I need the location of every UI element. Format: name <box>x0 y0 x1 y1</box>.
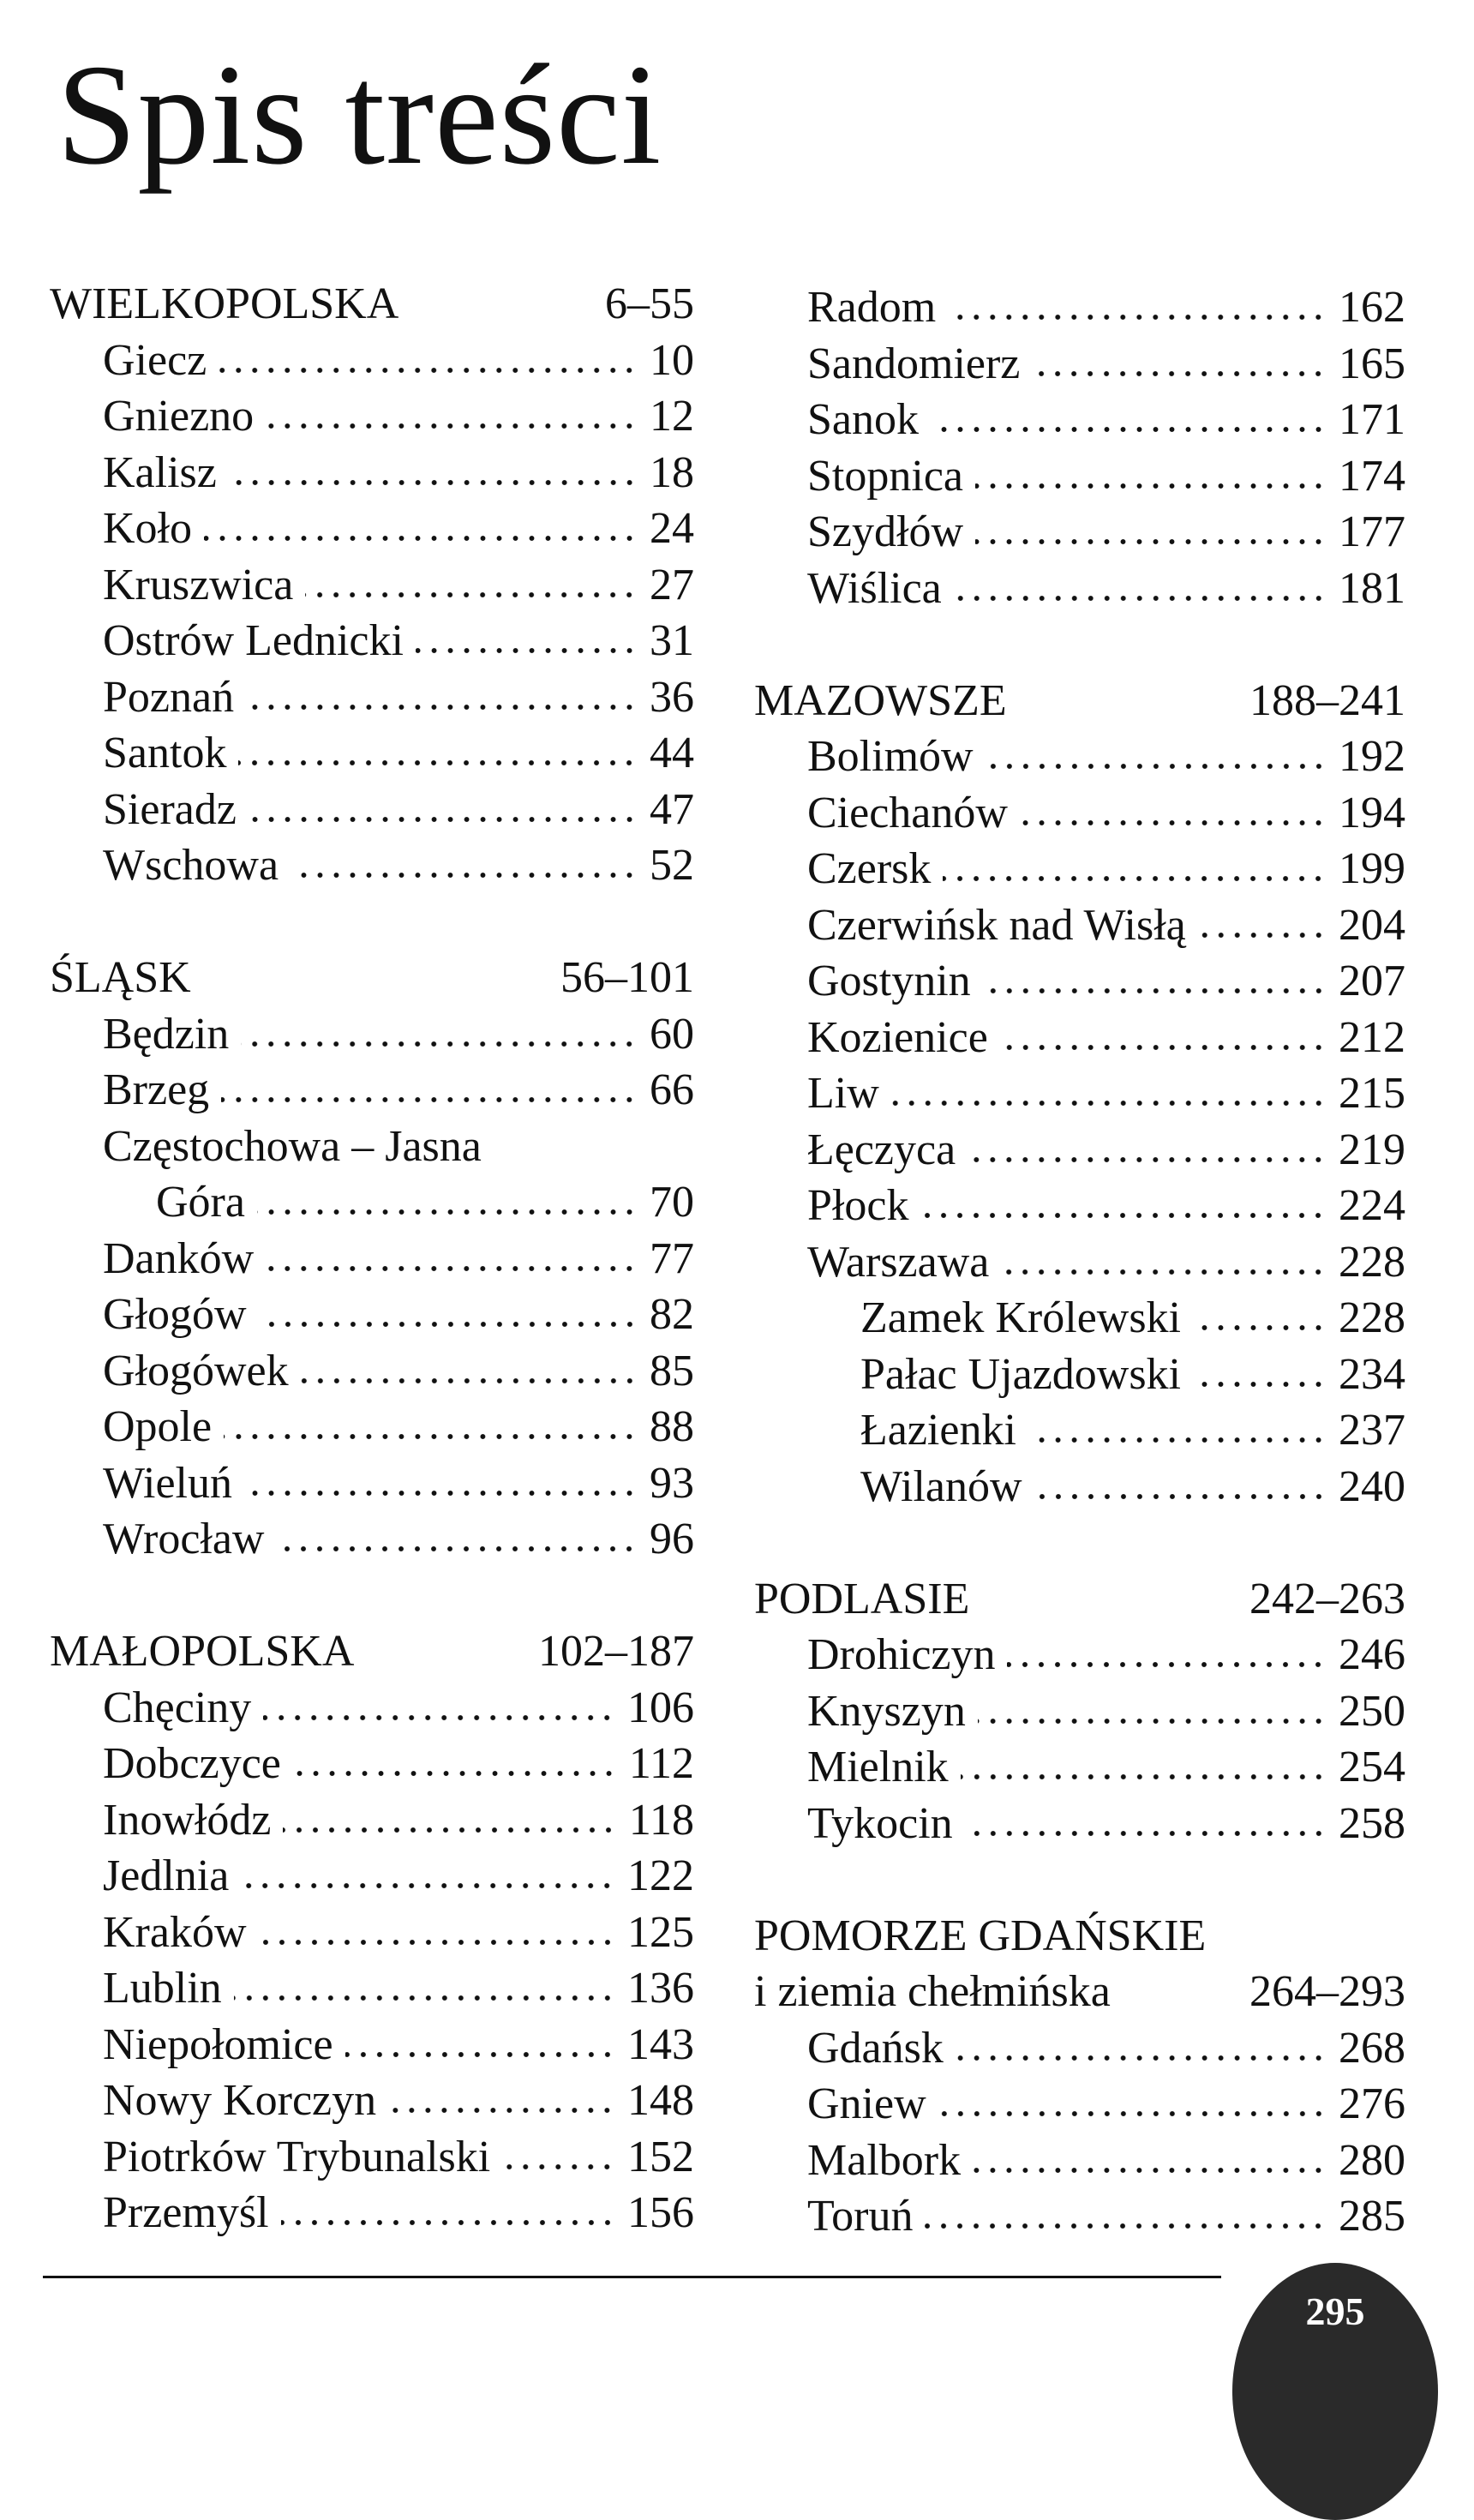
dot-leader <box>968 1155 1327 1164</box>
toc-entry <box>50 2185 694 2241</box>
toc-section <box>754 673 1405 729</box>
entry-title: Czersk <box>807 844 932 893</box>
entry-title: Kozienice <box>807 1012 988 1062</box>
entry-title: Sandomierz <box>807 339 1021 388</box>
dot-leader <box>1034 1492 1327 1501</box>
entry-title: Zamek Królewski <box>860 1293 1182 1342</box>
dot-leader <box>954 594 1327 603</box>
entry-title: Wrocław <box>103 1515 265 1563</box>
entry-title: Dobczyce <box>103 1739 281 1788</box>
dot-leader <box>219 366 638 375</box>
dot-leader <box>221 1095 638 1104</box>
toc-entry <box>50 1119 694 1175</box>
page-ref: 234 <box>1339 1349 1405 1399</box>
page-ref: 194 <box>1339 788 1405 837</box>
dot-leader <box>345 2050 615 2059</box>
toc-entry <box>50 1455 694 1512</box>
section-title: MAZOWSZE <box>754 675 1007 725</box>
page-ref: 36 <box>650 672 694 722</box>
page-ref: 122 <box>627 1851 694 1900</box>
dot-leader <box>943 874 1327 883</box>
entry-title: Szydłów <box>807 507 963 556</box>
page-ref: 24 <box>650 504 694 553</box>
toc-entry <box>50 2017 694 2073</box>
toc-entry <box>754 1402 1405 1459</box>
toc-spacer <box>754 1515 1405 1571</box>
dot-leader <box>965 1829 1327 1838</box>
page-ref: 10 <box>650 335 694 385</box>
toc-section <box>754 1571 1405 1628</box>
dot-leader <box>1032 369 1327 378</box>
page-ref: 174 <box>1339 451 1405 501</box>
page-ref: 219 <box>1339 1125 1405 1174</box>
page-ref: 199 <box>1339 844 1405 893</box>
page-ref: 152 <box>627 2132 694 2181</box>
page-ref: 143 <box>627 2019 694 2069</box>
page-ref: 250 <box>1339 1686 1405 1736</box>
dot-leader <box>301 1377 638 1385</box>
entry-title: Jedlnia <box>103 1851 230 1900</box>
toc-section <box>50 950 694 1006</box>
page-ref: 188–241 <box>1249 675 1405 725</box>
page-ref: 276 <box>1339 2079 1405 2128</box>
toc-entry <box>50 445 694 501</box>
dot-leader <box>973 2166 1327 2175</box>
toc-entry <box>754 785 1405 842</box>
toc-entry <box>754 1796 1405 1852</box>
dot-leader <box>1001 1268 1327 1276</box>
page-ref: 280 <box>1339 2135 1405 2185</box>
toc-entry <box>50 1231 694 1287</box>
toc-entry <box>50 333 694 389</box>
dot-leader <box>948 313 1327 321</box>
toc-entry <box>50 557 694 614</box>
dot-leader <box>234 1994 615 2002</box>
entry-title: Santok <box>103 729 227 777</box>
entry-title: Pałac Ujazdowski <box>860 1349 1182 1399</box>
page-ref: 102–187 <box>538 1627 694 1676</box>
page-ref: 240 <box>1339 1461 1405 1511</box>
dot-leader <box>283 1826 617 1834</box>
page-ref: 112 <box>628 1739 694 1788</box>
entry-title: Wiślica <box>807 563 942 613</box>
toc-entry <box>754 1178 1405 1234</box>
page-ref: 268 <box>1339 2023 1405 2073</box>
toc-entry <box>50 2073 694 2129</box>
toc-entry <box>754 2076 1405 2133</box>
entry-title: Inowłódz <box>103 1795 272 1845</box>
page-ref: 52 <box>650 841 694 890</box>
entry-title: Płock <box>807 1181 909 1230</box>
toc-entry <box>754 561 1405 617</box>
toc-entry <box>754 1347 1405 1403</box>
page-ref: 56–101 <box>560 953 694 1002</box>
toc-entry <box>754 729 1405 785</box>
entry-title: Kalisz <box>103 447 217 497</box>
dot-leader <box>981 1605 1237 1613</box>
dot-leader <box>291 871 638 879</box>
toc-section <box>754 1908 1405 1965</box>
dot-leader <box>986 762 1327 771</box>
toc-spacer <box>754 1851 1405 1908</box>
entry-title: Częstochowa – Jasna <box>103 1121 482 1171</box>
page-ref: 237 <box>1339 1406 1405 1455</box>
toc-entry <box>754 1290 1405 1347</box>
section-title: ŚLĄSK <box>50 953 191 1002</box>
page-number: 295 <box>1305 2289 1365 2333</box>
page-ref: 181 <box>1339 563 1405 613</box>
entry-title: Liw <box>807 1069 879 1118</box>
toc-entry <box>754 2188 1405 2245</box>
toc-entry <box>754 1739 1405 1796</box>
entry-title: Koło <box>103 504 192 553</box>
page-ref: 70 <box>650 1178 694 1227</box>
toc-entry <box>50 1792 694 1849</box>
entry-title: Stopnica <box>807 451 963 501</box>
entry-title: Będzin <box>103 1009 230 1059</box>
entry-title: Opole <box>103 1402 213 1451</box>
dot-leader <box>1198 931 1327 939</box>
section-title: POMORZE GDAŃSKIE <box>754 1911 1207 1960</box>
dot-leader <box>1123 1997 1237 2006</box>
entry-title: Wilanów <box>860 1461 1022 1511</box>
toc-entry <box>754 448 1405 505</box>
section-title: MAŁOPOLSKA <box>50 1627 355 1676</box>
dot-leader <box>961 1773 1327 1781</box>
footer-rule <box>43 2276 1221 2278</box>
page-number-badge <box>1232 2263 1438 2520</box>
toc-entry <box>754 1627 1405 1683</box>
page-ref: 96 <box>650 1515 694 1563</box>
dot-leader <box>266 1264 638 1273</box>
toc-entry <box>754 1065 1405 1122</box>
toc-entry <box>754 279 1405 336</box>
dot-leader <box>281 2218 615 2227</box>
page-ref: 177 <box>1339 507 1405 556</box>
section-title: PODLASIE <box>754 1574 970 1623</box>
page-ref: 215 <box>1339 1069 1405 1118</box>
page-ref: 207 <box>1339 957 1405 1005</box>
dot-leader <box>238 759 638 767</box>
toc-spacer <box>50 1568 694 1624</box>
entry-title: Danków <box>103 1233 255 1283</box>
dot-leader <box>257 1208 638 1216</box>
toc-entry <box>50 613 694 669</box>
dot-leader <box>259 1938 615 1947</box>
page-ref: 165 <box>1339 339 1405 388</box>
toc-entry <box>754 1683 1405 1740</box>
dot-leader <box>1007 1660 1327 1669</box>
toc-entry <box>50 837 694 894</box>
page-ref: 204 <box>1339 900 1405 950</box>
entry-title: Knyszyn <box>807 1686 966 1736</box>
dot-leader <box>388 2106 615 2115</box>
dot-leader <box>956 2054 1327 2062</box>
toc-entry <box>50 1062 694 1119</box>
toc-section <box>50 276 694 333</box>
page-ref: 85 <box>650 1346 694 1395</box>
entry-title: Wieluń <box>103 1458 232 1508</box>
dot-leader <box>891 1099 1327 1107</box>
entry-title: Głogówek <box>103 1346 289 1395</box>
page-ref: 125 <box>627 1907 694 1957</box>
toc-entry <box>50 1511 694 1568</box>
toc-entry <box>50 1287 694 1343</box>
dot-leader <box>266 422 638 430</box>
page-ref: 27 <box>650 560 694 609</box>
entry-title: Sanok <box>807 395 919 444</box>
toc-entry <box>754 336 1405 393</box>
entry-title: Mielnik <box>807 1743 949 1791</box>
page-ref: 18 <box>650 447 694 497</box>
page-ref: 246 <box>1339 1630 1405 1679</box>
page-ref: 258 <box>1339 1798 1405 1848</box>
toc-entry <box>50 1006 694 1063</box>
dot-leader <box>931 425 1327 434</box>
entry-title: Niepołomice <box>103 2019 333 2069</box>
toc-entry <box>754 392 1405 448</box>
page-ref: 136 <box>627 1964 694 2013</box>
toc-entry <box>50 1343 694 1400</box>
dot-leader <box>259 1320 638 1329</box>
page-ref: 212 <box>1339 1012 1405 1062</box>
toc-right-column <box>754 279 1405 2245</box>
page-ref: 148 <box>627 2076 694 2125</box>
toc-entry <box>754 1234 1405 1291</box>
dot-leader <box>293 1769 617 1778</box>
dot-leader <box>204 534 638 543</box>
dot-leader <box>920 1211 1327 1220</box>
toc-entry <box>50 1174 694 1231</box>
entry-title: Chęciny <box>103 1683 252 1732</box>
dot-leader <box>983 987 1327 995</box>
entry-title: Nowy Korczyn <box>103 2076 377 2125</box>
page-title: Spis treści <box>57 35 662 195</box>
entry-title: Poznań <box>103 672 235 722</box>
entry-title: Piotrków Trybunalski <box>103 2132 491 2181</box>
dot-leader <box>229 478 638 487</box>
toc-entry <box>754 2020 1405 2077</box>
dot-leader <box>975 537 1327 546</box>
toc-left-column <box>50 276 694 2241</box>
page-ref: 192 <box>1339 732 1405 781</box>
entry-title: Brzeg <box>103 1065 210 1114</box>
entry-title: Łęczyca <box>807 1125 956 1174</box>
page-ref: 118 <box>628 1795 694 1845</box>
entry-title: Gniew <box>807 2079 926 2128</box>
entry-title: Przemyśl <box>103 2188 269 2237</box>
toc-entry <box>754 504 1405 561</box>
toc-section <box>50 1623 694 1680</box>
entry-title: Warszawa <box>807 1237 990 1287</box>
toc-entry <box>50 1905 694 1961</box>
dot-leader <box>1193 1323 1327 1332</box>
dot-leader <box>241 1040 638 1048</box>
page-ref: 31 <box>650 616 694 665</box>
dot-leader <box>1019 706 1237 715</box>
page-ref: 162 <box>1339 283 1405 332</box>
entry-title: Malbork <box>807 2135 962 2185</box>
section-title: WIELKOPOLSKA <box>50 279 399 328</box>
page-ref: 254 <box>1339 1743 1405 1791</box>
toc-entry <box>50 1399 694 1455</box>
toc-section <box>754 1964 1405 2020</box>
entry-title: Ostrów Lednicki <box>103 616 404 665</box>
entry-title: Sieradz <box>103 784 237 834</box>
dot-leader <box>224 1432 638 1441</box>
entry-title: Gostynin <box>807 957 971 1005</box>
dot-leader <box>1020 819 1327 827</box>
entry-title: Drohiczyn <box>807 1630 996 1679</box>
toc-entry <box>50 501 694 557</box>
toc-spacer <box>50 894 694 951</box>
dot-leader <box>263 1713 615 1722</box>
toc-entry <box>754 953 1405 1010</box>
toc-entry <box>50 1848 694 1905</box>
entry-title: Bolimów <box>807 732 974 781</box>
page-ref: 106 <box>627 1683 694 1732</box>
entry-title: Kruszwica <box>103 560 294 609</box>
dot-leader <box>1193 1380 1327 1389</box>
entry-title: Radom <box>807 283 937 332</box>
page-ref: 228 <box>1339 1293 1405 1342</box>
toc-entry <box>50 1736 694 1792</box>
entry-title: Toruń <box>807 2192 914 2241</box>
dot-leader <box>241 1881 615 1890</box>
dot-leader <box>246 703 638 711</box>
page-ref: 82 <box>650 1290 694 1339</box>
dot-leader <box>416 646 638 655</box>
page-ref: 60 <box>650 1009 694 1059</box>
dot-leader <box>938 2109 1327 2118</box>
entry-title: Góra <box>156 1178 245 1227</box>
entry-title: Tykocin <box>807 1798 953 1848</box>
dot-leader <box>276 1545 638 1553</box>
toc-entry <box>50 669 694 726</box>
dot-leader <box>249 815 638 824</box>
entry-title: Ciechanów <box>807 788 1008 837</box>
entry-title: Czerwińsk nad Wisłą <box>807 900 1186 950</box>
page-ref: 242–263 <box>1249 1574 1405 1623</box>
dot-leader <box>978 1717 1327 1725</box>
entry-title: Łazienki <box>860 1406 1016 1455</box>
dot-leader <box>305 591 638 599</box>
entry-title: Gdańsk <box>807 2023 944 2073</box>
toc-entry <box>50 1960 694 2017</box>
page-ref: 264–293 <box>1249 1967 1405 2016</box>
toc-spacer <box>754 616 1405 673</box>
page-ref: 44 <box>650 729 694 777</box>
dot-leader <box>975 482 1327 490</box>
dot-leader <box>244 1489 638 1497</box>
dot-leader <box>1028 1436 1327 1444</box>
section-title: i ziemia chełmińska <box>754 1967 1111 2016</box>
dot-leader <box>502 2163 615 2171</box>
entry-title: Gniezno <box>103 392 255 441</box>
toc-entry <box>50 388 694 445</box>
toc-entry <box>754 841 1405 897</box>
page-ref: 228 <box>1339 1237 1405 1287</box>
page-ref: 224 <box>1339 1181 1405 1230</box>
page-ref: 156 <box>627 2188 694 2237</box>
page-ref: 47 <box>650 784 694 834</box>
toc-entry <box>754 1010 1405 1066</box>
toc-entry <box>50 782 694 838</box>
entry-title: Kraków <box>103 1907 247 1957</box>
page-ref: 285 <box>1339 2192 1405 2241</box>
page-ref: 6–55 <box>605 279 694 328</box>
page-ref: 171 <box>1339 395 1405 444</box>
toc-entry <box>754 897 1405 954</box>
page-ref: 88 <box>650 1402 694 1451</box>
page-ref: 77 <box>650 1233 694 1283</box>
entry-title: Głogów <box>103 1290 247 1339</box>
toc-entry <box>754 1122 1405 1179</box>
page-ref: 93 <box>650 1458 694 1508</box>
dot-leader <box>366 1657 526 1665</box>
dot-leader <box>1000 1043 1327 1052</box>
toc-entry <box>754 1459 1405 1515</box>
toc-entry <box>754 2133 1405 2189</box>
entry-title: Wschowa <box>103 841 279 890</box>
toc-entry <box>50 2129 694 2186</box>
toc-entry <box>50 725 694 782</box>
dot-leader <box>925 2222 1327 2230</box>
page-ref: 12 <box>650 392 694 441</box>
entry-title: Giecz <box>103 335 207 385</box>
toc-entry <box>50 1680 694 1737</box>
dot-leader <box>203 983 548 992</box>
page-ref: 66 <box>650 1065 694 1114</box>
dot-leader <box>410 309 593 318</box>
entry-title: Lublin <box>103 1964 222 2013</box>
